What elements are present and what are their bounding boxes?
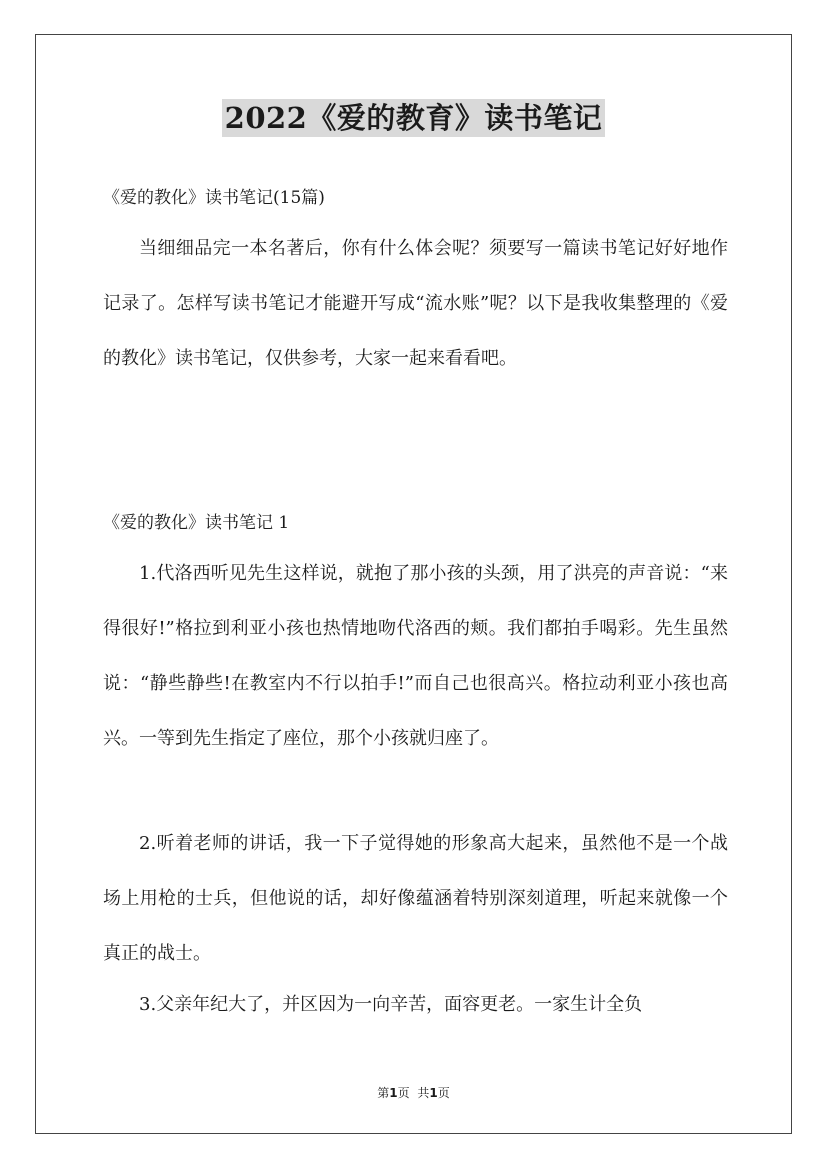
total-suffix: 页 (437, 1086, 450, 1100)
page-suffix: 页 (397, 1086, 410, 1100)
document-title: 2022《爱的教育》读书笔记 (0, 96, 827, 137)
page-footer (0, 1084, 827, 1101)
subtitle: 《爱的教化》读书笔记(15篇) (103, 188, 325, 208)
total-prefix: 共 (417, 1086, 430, 1100)
page-prefix: 第 (377, 1086, 390, 1100)
paragraph-3: 3.父亲年纪大了，并区因为一向辛苦，面容更老。一家生计全负 (139, 994, 643, 1015)
paragraph-2: 2.听着老师的讲话，我一下子觉得她的形象高大起来，虽然他不是一个战场上用枪的士兵，但他说的话，却好像蕴涵着特别深刻道理，听起来就像一个真正的战士。 (103, 833, 728, 964)
page-number: 1 (389, 1086, 398, 1100)
total-pages: 1 (429, 1086, 438, 1100)
paragraph-1: 1.代洛西听见先生这样说，就抱了那小孩的头颈，用了洪亮的声音说：“来得很好!”格拉到利亚小孩也热情地吻代洛西的颊。我们都拍手喝彩。先生虽然说：“静些静些!在教室内不行以拍手!”而自己也很高兴。格拉动利亚小孩也高兴。一等到先生指定了座位，那个小孩就归座了。 (103, 563, 728, 749)
intro-paragraph: 当细细品完一本名著后，你有什么体会呢？须要写一篇读书笔记好好地作记录了。怎样写读书笔记才能避开写成“流水账”呢？以下是我收集整理的《爱的教化》读书笔记，仅供参考，大家一起来看看吧。 (103, 238, 728, 369)
section1-heading: 《爱的教化》读书笔记 1 (103, 513, 290, 533)
